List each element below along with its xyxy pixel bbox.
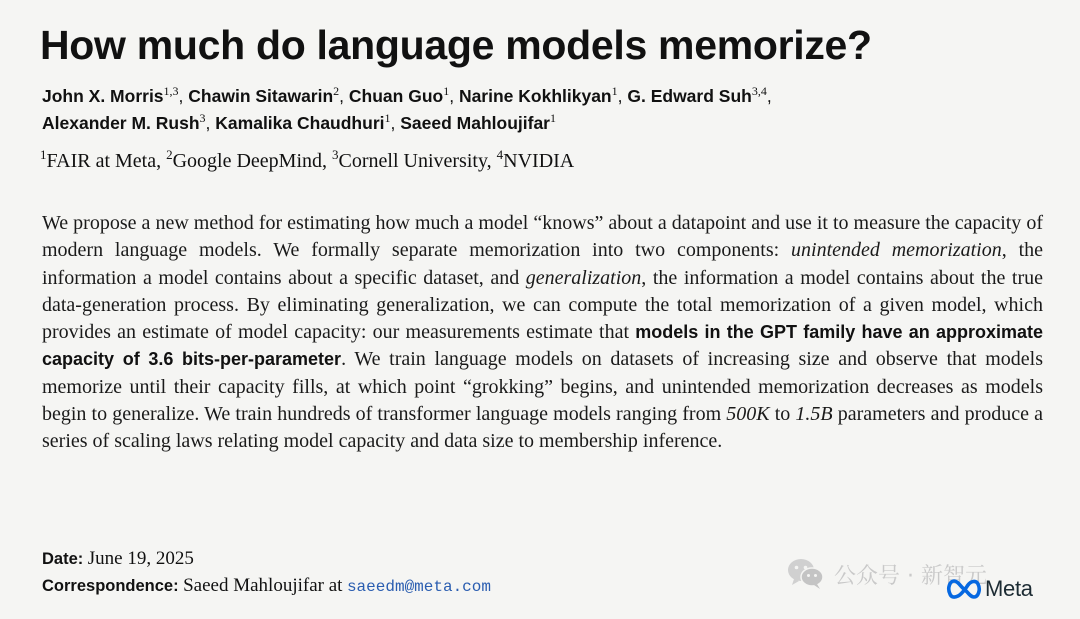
abstract-text: , the information a model contains about a specific dataset, and — [42, 239, 1044, 289]
date-value: June 19, 2025 — [87, 548, 194, 569]
author-name: Narine Kokhlikyan — [458, 86, 612, 106]
author-affiliation-number: 1 — [611, 84, 618, 98]
affiliation-name: Cornell University — [338, 150, 487, 172]
date-label: Date: — [42, 550, 84, 568]
abstract-math: 500K — [726, 403, 770, 426]
meta-logo — [946, 574, 1033, 604]
affiliation-name: NVIDIA — [503, 150, 575, 172]
author-list: John X. Morris$^{1,3}$, Chawin Sitawarin$^2$, Chuan Guo$^1$, Narine Kokhlikyan$^1$, G. Edward Suh$^{3,4}$, Alexander M. Rush$^3$, Kamalika Chaudhuri$^1$, Saeed Mahloujifar$^1$ — [42, 84, 772, 133]
author-name: Chawin Sitawarin — [188, 86, 334, 106]
author-name: Kamalika Chaudhuri — [215, 113, 385, 133]
abstract-emphasis: unintended memorization — [791, 239, 1002, 262]
author-name: Alexander M. Rush — [42, 113, 200, 133]
correspondence-email-link[interactable]: saeedm@meta.com — [346, 578, 491, 596]
affiliation-list: $^1$FAIR at Meta, $^2$Google DeepMind, $^3$Cornell University, $^4$NVIDIA — [40, 147, 575, 172]
abstract — [42, 210, 1043, 456]
abstract-text: parameters and produce a series of scaling laws relating model capacity and data size to membership inference. — [42, 403, 1044, 453]
abstract-text: . We train language models on datasets of increasing size and observe that models memorize until their capacity fills, at which point “grokking” begins, and unintended memorization decreases as models begin to generalize. We train hundreds of transformer language models ranging from — [42, 348, 1043, 426]
abstract-text: to — [769, 403, 796, 426]
abstract-text: , the information a model contains about the true data-generation process. By eliminating generalization, we can compute the total memorization of a given model, which provides an estimate of model capacity: our measurements estimate that — [42, 266, 1043, 344]
author-affiliation-number: 1 — [550, 111, 556, 125]
paper-title: How much do language models memorize? — [40, 22, 872, 68]
author-name: G. Edward Suh — [627, 86, 752, 106]
affiliation-number: 4 — [496, 147, 504, 162]
meta-logo-text: Meta — [985, 576, 1033, 601]
author-affiliation-number: 1 — [384, 111, 391, 125]
meta-infinity-icon — [946, 578, 982, 600]
correspondence-line — [42, 575, 491, 597]
affiliation-name: Google DeepMind — [172, 150, 323, 172]
abstract-text: We propose a new method for estimating how much a model “knows” about a datapoint and use it to measure the capacity of modern language models. We formally separate memorization into two components: — [42, 212, 1043, 262]
correspondence-label: Correspondence: — [42, 577, 179, 595]
author — [459, 86, 618, 106]
author — [188, 86, 339, 106]
correspondence-name: Saeed Mahloujifar at — [183, 575, 343, 596]
abstract-emphasis: generalization — [525, 266, 642, 289]
author — [215, 113, 390, 133]
watermark-text: 公众号 · 新智元 — [834, 563, 987, 589]
affiliation-name: FAIR at Meta — [46, 150, 157, 172]
author-name: John X. Morris — [42, 86, 164, 106]
author — [349, 86, 449, 106]
author — [627, 86, 766, 106]
author-affiliation-number: 3 — [199, 111, 206, 125]
author-affiliation-number: 3,4 — [751, 84, 767, 98]
abstract-math: 1.5B — [795, 403, 833, 426]
author-affiliation-number: 1 — [443, 84, 450, 98]
author-affiliation-number: 1,3 — [163, 84, 179, 98]
author-name: Chuan Guo — [348, 86, 444, 106]
affiliation-number: 3 — [332, 147, 339, 162]
abstract-key-finding: models in the GPT family have an approximate capacity of 3.6 bits-per-parameter — [42, 322, 1043, 370]
author — [42, 113, 206, 133]
affiliation-number: 2 — [166, 147, 173, 162]
date-line — [42, 548, 194, 570]
author-name: Saeed Mahloujifar — [400, 113, 550, 133]
author — [42, 86, 179, 106]
author — [400, 113, 556, 133]
wechat-icon — [786, 556, 826, 592]
affiliation-number: 1 — [40, 147, 47, 162]
author-affiliation-number: 2 — [333, 84, 340, 98]
